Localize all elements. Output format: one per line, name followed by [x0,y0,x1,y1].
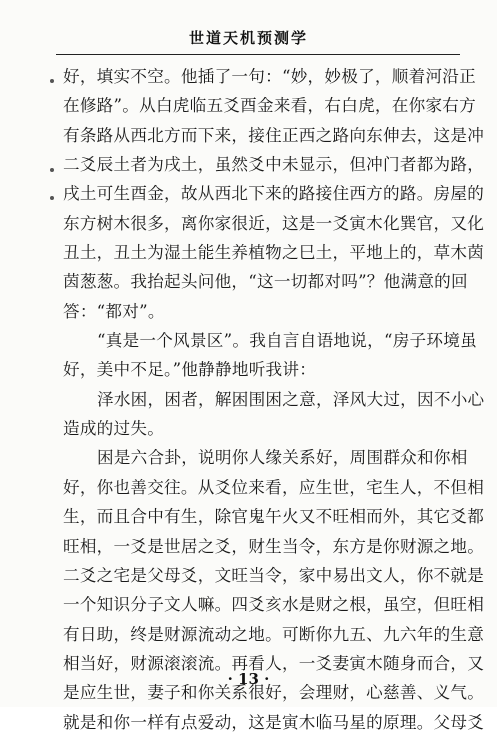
text-line: 好，填实不空。他插了一句：“妙，妙极了，顺着河沿正 [63,67,476,86]
text-line: 相当好，财源滚滚流。再看人，一爻妻寅木随身而合，又 [63,653,485,673]
text-line: 造成的过失。 [63,419,165,439]
text-line: 丑土，丑土为湿土能生养植物之巳土，平地上的，草木茵 [63,243,485,263]
text-line: 二爻之宅是父母爻，文旺当令，家中易出文人，你不就是 [63,565,485,585]
text-line: 二爻辰土者为戌土，虽然爻中未显示，但冲门者都为路， [63,155,485,175]
page-number: · 13 · [227,670,270,688]
text-line: “真是一个风景区”。我自言自语地说，“房子环境虽 [97,331,477,351]
text-line: 有日助，终是财源流动之地。可断你九五、九六年的生意 [63,624,485,644]
text-line: 好，美中不足。”他静静地听我讲： [63,360,317,380]
text-line: 是应生世，妻子和你关系很好，会理财，心慈善、义气。 [63,683,485,703]
text-line: 泽水困，困者，解困围困之意，泽风大过，因不小心 [97,389,485,409]
text-line: 有条路从西北方而下来，接住正西之路向东伸去，这是冲 [63,125,485,145]
text-line: 东方树木很多，离你家很近，这是一爻寅木化巽官，又化 [63,213,485,233]
text-line: 茵葱葱。我抬起头问他，“这一切都对吗”？他满意的回 [63,272,468,292]
text-line: 旺相，一爻是世居之爻，财生当令，东方是你财源之地。 [63,536,485,556]
text-line: 一个知识分子文人嘛。四爻亥水是财之根，虽空，但旺相 [63,595,485,615]
body-text [63,62,485,737]
text-line: 生，而且合中有生，除官鬼午火又不旺相而外，其它爻都 [63,507,485,527]
text-line: 就是和你一样有点爱动，这是寅木临马星的原理。父母爻 [63,712,485,732]
running-header-title: 世道天机预测学 [188,29,308,47]
text-line: 好，你也善交往。从爻位来看，应生世，宅生人，不但相 [63,477,485,497]
text-line: 戌土可生酉金，故从西北下来的路接住西方的路。房屋的 [63,184,485,204]
binding-hole-mark [50,79,54,83]
text-line: 在修路”。从白虎临五爻酉金来看，右白虎，在你家右方 [63,96,476,116]
header-rule [56,54,460,55]
binding-hole-mark [50,196,54,200]
text-line: 困是六合卦，说明你人缘关系好，周围群众和你相 [97,448,468,468]
text-line: 答：“都对”。 [63,301,165,321]
binding-hole-mark [50,168,54,172]
